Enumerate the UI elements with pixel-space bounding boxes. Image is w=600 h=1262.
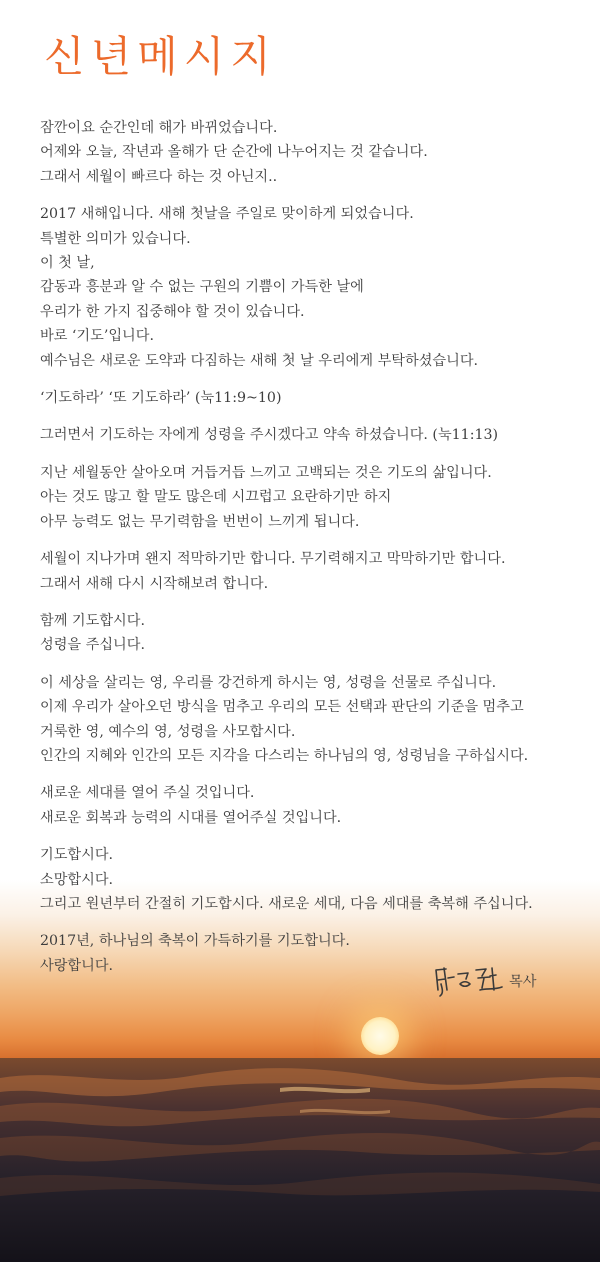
text-line: 특별한 의미가 있습니다. — [40, 230, 191, 247]
text-line: 거룩한 영, 예수의 영, 성령을 사모합시다. — [40, 723, 296, 740]
text-line: 지난 세월동안 살아오며 거듭거듭 느끼고 고백되는 것은 기도의 삶입니다. — [40, 464, 492, 481]
paragraph — [40, 202, 585, 373]
text-line: 그러면서 기도하는 자에게 성령을 주시겠다고 약속 하셨습니다. (눅11:13) — [40, 427, 499, 444]
text-line: 함께 기도합시다. — [40, 612, 145, 629]
paragraph — [40, 116, 585, 189]
text-line: 세월이 지나가며 왠지 적막하기만 합니다. 무기력해지고 막막하기만 합니다. — [40, 551, 506, 568]
text-line: 성령을 주십니다. — [40, 637, 145, 654]
text-line: 이 첫 날, — [40, 255, 95, 272]
text-line: 기도합시다. — [40, 847, 114, 864]
text-line: 감동과 흥분과 알 수 없는 구원의 기쁨이 가득한 날에 — [40, 279, 364, 296]
ocean-waves — [0, 1058, 600, 1262]
text-line: 아무 능력도 없는 무기력함을 번번이 느끼게 됩니다. — [40, 513, 360, 530]
text-line: 잠깐이요 순간인데 해가 바뀌었습니다. — [40, 120, 278, 136]
text-line: 새로운 세대를 열어 주실 것입니다. — [40, 785, 255, 802]
signature-role: 목사 — [509, 974, 537, 990]
text-line: 인간의 지혜와 인간의 모든 지각을 다스리는 하나님의 영, 성령님을 구하십시다. — [40, 747, 529, 764]
text-line: 바로 ‘기도’입니다. — [40, 328, 154, 345]
text-line: 이 세상을 살리는 영, 우리를 강건하게 하시는 영, 성령을 선물로 주십니다. — [40, 674, 497, 691]
paragraph — [40, 423, 585, 447]
text-line: 어제와 오늘, 작년과 올해가 단 순간에 나누어지는 것 같습니다. — [40, 144, 428, 161]
text-line: 소망합시다. — [40, 871, 114, 888]
text-line: 2017년, 하나님의 축복이 가득하기를 기도합니다. — [40, 933, 350, 950]
paragraph — [40, 843, 585, 916]
text-line: 그래서 새해 다시 시작해보려 합니다. — [40, 575, 269, 592]
message-body — [40, 116, 585, 991]
handwritten-signature — [432, 960, 507, 1000]
text-line: 우리가 한 가지 집중해야 할 것이 있습니다. — [40, 303, 305, 320]
paragraph — [40, 609, 585, 658]
paragraph — [40, 671, 585, 769]
text-line: 그래서 세월이 빠르다 하는 것 아닌지.. — [40, 168, 278, 185]
paragraph — [40, 781, 585, 830]
paragraph — [40, 386, 585, 410]
sun — [361, 1017, 399, 1055]
text-line: 예수님은 새로운 도약과 다짐하는 새해 첫 날 우리에게 부탁하셨습니다. — [40, 352, 479, 369]
paragraph — [40, 547, 585, 596]
text-line: ‘기도하라’ ‘또 기도하라’ (눅11:9~10) — [40, 390, 282, 407]
text-line: 이제 우리가 살아오던 방식을 멈추고 우리의 모든 선택과 판단의 기준을 멈추고 — [40, 699, 524, 716]
page-title: 신년메시지 — [44, 32, 277, 81]
text-line: 새로운 회복과 능력의 시대를 열어주실 것입니다. — [40, 809, 342, 826]
text-line: 2017 새해입니다. 새해 첫날을 주일로 맞이하게 되었습니다. — [40, 206, 414, 223]
text-line: 그리고 원년부터 간절히 기도합시다. 새로운 세대, 다음 세대를 축복해 주십니다. — [40, 895, 533, 912]
text-line: 아는 것도 많고 할 말도 많은데 시끄럽고 요란하기만 하지 — [40, 489, 392, 506]
text-line: 사랑합니다. — [40, 957, 114, 974]
paragraph — [40, 461, 585, 534]
